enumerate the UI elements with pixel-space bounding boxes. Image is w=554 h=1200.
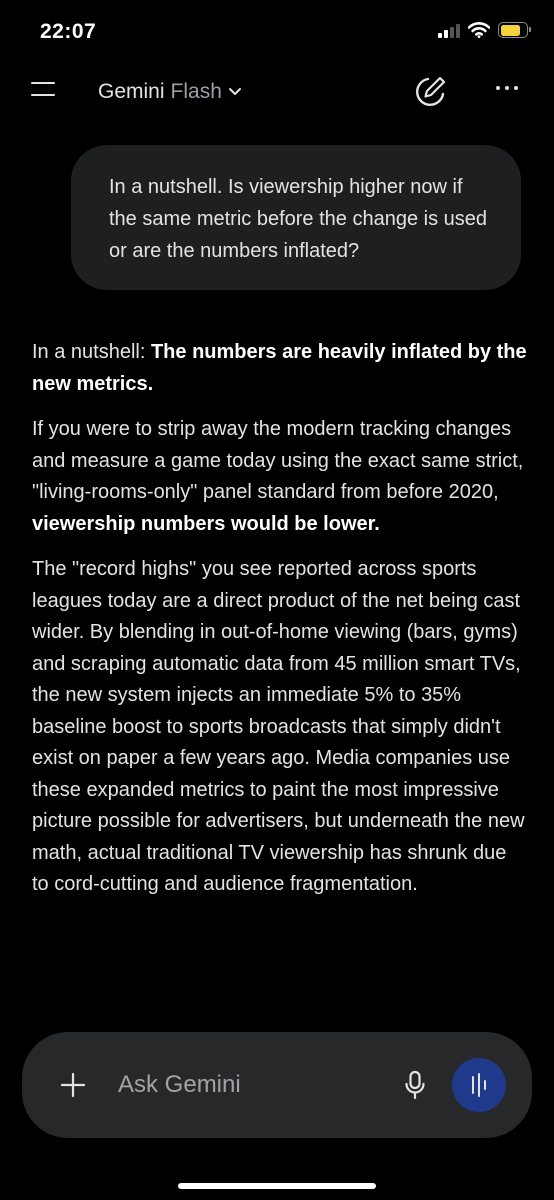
scroll-fade xyxy=(0,940,554,1010)
model-selector[interactable] xyxy=(98,80,242,104)
model-name: Gemini xyxy=(98,80,165,103)
status-indicators xyxy=(438,22,528,38)
response-paragraph xyxy=(32,337,528,400)
model-response xyxy=(32,337,528,915)
ask-gemini-input[interactable] xyxy=(118,1066,378,1104)
live-waveform-icon[interactable] xyxy=(452,1058,506,1112)
plus-icon[interactable] xyxy=(60,1072,86,1098)
response-text: If you were to strip away the modern tracking changes and measure a game today using the exact same strict, "living-rooms-only" panel standard from before 2020, xyxy=(32,418,524,503)
edit-icon[interactable] xyxy=(412,74,448,110)
chevron-down-icon xyxy=(228,87,242,97)
status-time: 22:07 xyxy=(40,20,97,43)
menu-icon[interactable] xyxy=(31,82,55,96)
home-indicator[interactable] xyxy=(178,1183,376,1189)
response-paragraph: The "record highs" you see reported across sports leagues today are a direct product of the net being cast wider. By blending in out-of-home viewing (bars, gyms) and scraping automatic data from 45 million smart TVs, the new system injects an immediate 5% to 35% baseline boost to sports broadcasts that simply didn't exist on paper a few years ago. Media companies use these expanded metrics to paint the most impressive picture possible for advertisers, but underneath the new math, actual traditional TV viewership has shrunk due to cord-cutting and audience fragmentation. xyxy=(32,558,525,895)
battery-icon xyxy=(498,22,528,38)
cellular-signal-icon xyxy=(438,23,460,38)
user-message-text: In a nutshell. Is viewership higher now if the same metric before the change is used or are the numbers inflated? xyxy=(109,176,487,262)
response-bold-text: viewership numbers would be lower. xyxy=(32,512,380,535)
more-icon[interactable] xyxy=(496,86,518,90)
model-variant: Flash xyxy=(170,80,222,103)
mic-icon[interactable] xyxy=(403,1070,427,1102)
response-bold-text: The numbers are heavily inflated by the new metrics. xyxy=(32,341,527,395)
wifi-icon xyxy=(468,22,490,38)
response-text: In a nutshell: xyxy=(32,341,151,363)
prompt-input-bar xyxy=(22,1032,532,1138)
user-message-bubble xyxy=(71,145,521,290)
response-paragraph xyxy=(32,414,528,540)
